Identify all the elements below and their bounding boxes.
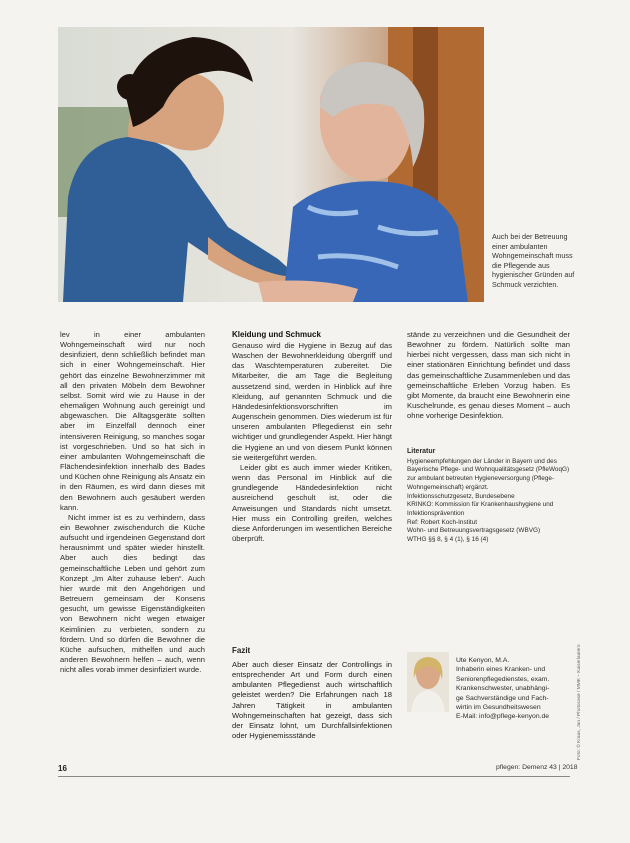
photo-credit: Foto: © Kraus, Jan / Photocase / MMK – Kaiserlautern (577, 644, 582, 760)
column-3 (407, 330, 570, 421)
author-line: Inhaberin eines Kranken- und (456, 666, 546, 674)
column-3-paragraph-1: stände zu verzeichnen und die Gesundheit der Bewohner zu fördern. Natürlich sollte man hierbei nicht vergessen, dass man sich nicht in einer stationären Einrichtung befindet und dass das gemeinschaftliche Zusammenleben und das gemeinschaftliche Erleben Vorzug haben. Es gibt Momente, da braucht eine Bewohnerin eine Kuschelrunde, es genau dieses Moment – auch ohne vorherige Desinfektion. (407, 330, 570, 421)
author-email: E-Mail: info@pflege-kenyon.de (456, 713, 550, 721)
fazit-heading: Fazit (232, 646, 251, 655)
section-heading-clothing: Kleidung und Schmuck (232, 330, 321, 339)
caregiver-photo-illustration (58, 27, 484, 302)
author-line: wirtin im Gesundheitswesen (456, 704, 541, 712)
literature-item: WTHG §§ 8, § 4 (1), § 16 (4) (407, 536, 489, 544)
author-info (456, 656, 570, 722)
caregiver-photo (58, 27, 484, 302)
fazit-text: Aber auch dieser Einsatz der Controllings in entsprechender Art und Form durch einen ambulanten Pflegedienst auch wirtschaftlich geleistet werden? Die Erfahrungen nach 18 Jahren Tätigkeit in ambulanten Wohngemeinschaften hat gezeigt, dass sich der Einsatz lohnt, um Durchfallsinfektionen oder Hygienemissstände (232, 660, 392, 741)
literature-heading: Literatur (407, 448, 436, 455)
column-1-paragraph-2: Nicht immer ist es zu verhindern, dass ein Bewohner zwischendurch die Küche aufsucht und irgendeinen Gegenstand dort herausnimmt und später wieder hinstellt. Aber auch dies bedingt das gemeinschaftliche Leben und gehört zum Konzept „Im Alter zuhause leben“. Auch hier wurde mit den Angehörigen und Betreuern gemeinsam der Konsens gesucht, um gewisse Eigenständigkeiten von Bewohnern nicht wegen etwaiger Keimlinien zu verbieten, sondern zu fördern. Und so dürfen die Bewohner die Küche aufsuchen, mithelfen und auch anderen Bewohnern helfen – auch, wenn nicht alles vorab immer desinfiziert wurde. (60, 512, 205, 675)
literature-item: Ref: Robert Koch-Institut (407, 518, 477, 526)
column-1 (60, 330, 205, 675)
photo-caption: Auch bei der Betreuung einer ambulanten Wohngemeinschaft muss die Pflegende aus hygienischer Gründen auf Schmuck verzichten. (492, 232, 575, 289)
photo-credit-sidebar (577, 620, 587, 760)
literature-item: Hygieneempfehlungen der Länder in Bayern und des Bayerische Pflege- und Wohnqualitätsgesetz (PfleWoqG) zur ambulant betreuten Hygieneversorgung (Pflege-Wohngemeinschaft) ergänzt. (407, 457, 570, 491)
author-line: Seniorenpflegedienstes, exam. (456, 675, 550, 683)
literature-item: Wohn- und Betreuungsvertragsgesetz (WBVG) (407, 527, 541, 535)
column-2-paragraph-2: Leider gibt es auch immer wieder Kritiken, wenn das Personal im Hinblick auf die grundlegende Händedesinfektion nicht ausreichend geschult ist, oder die Anweisungen und Standards nicht umsetzt. Hier muss ein Controlling greifen, welches diese Anforderungen im wesentlichen Bereiche überprüft. (232, 462, 392, 543)
author-name: Ute Kenyon, M.A. (456, 657, 510, 664)
literature-item: Infektionsschutzgesetz, Bundesebene (407, 492, 515, 500)
column-2-paragraph-1: Genauso wird die Hygiene in Bezug auf das Waschen der Bewohnerkleidung übergriff und das Waschtemperaturen zubereitet. Die Mitarbeiter, die am Tage die Begleitung aussetzend sind, werden in Hinblick auf ihre Kleidung, auf genannten Schmuck und die Händedesinfektionsvorschriften im Augenschein genommen. Dies wiederum ist für unseren ambulanten Pflegedienst ein sehr wichtiger und grundlegender Aspekt. Hier hängt die Hygiene an und von diesem Punkt können sie weitergeführt werden. (232, 341, 392, 462)
literature-box (407, 448, 570, 545)
column-2 (232, 330, 392, 544)
column-1-paragraph-1: lev in einer ambulanten Wohngemeinschaft wird nur noch desinfiziert, denn schließlich befindet man sich in einer Wohngemeinschaft. Hier gehört das einzelne Bewohnerzimmer mit all den privaten Möbeln dem Bewohner selbst. Somit wird wie zu Hause in der ehemaligen Wohnung auch gereinigt und abgewaschen. Die Alltagsgeräte sollten aber im Einzelfall dennoch einer intensiveren Reinigung, so manches sogar ist vorgeschrieben. Und so hat sich in einer ambulanten Wohngemeinschaft die Flächendesinfektion innerhalb des Bades und Küchen ohne Reinigung als Ansatz ein in den Räumen, es wird dann dieses mit den Bewohnern auch gesäubert werden kann. (60, 330, 205, 512)
literature-item: KRINKO: Kommission für Krankenhaushygiene und Infektionsprävention (407, 501, 554, 517)
author-line: ge Sachverständige und Fach- (456, 694, 549, 702)
footer-divider (58, 776, 570, 777)
page-number: 16 (58, 764, 67, 773)
magazine-issue: pflegen: Demenz 43 | 2018 (496, 764, 578, 771)
author-line: Krankenschwester, unabhängi- (456, 685, 550, 693)
author-portrait (407, 652, 449, 712)
